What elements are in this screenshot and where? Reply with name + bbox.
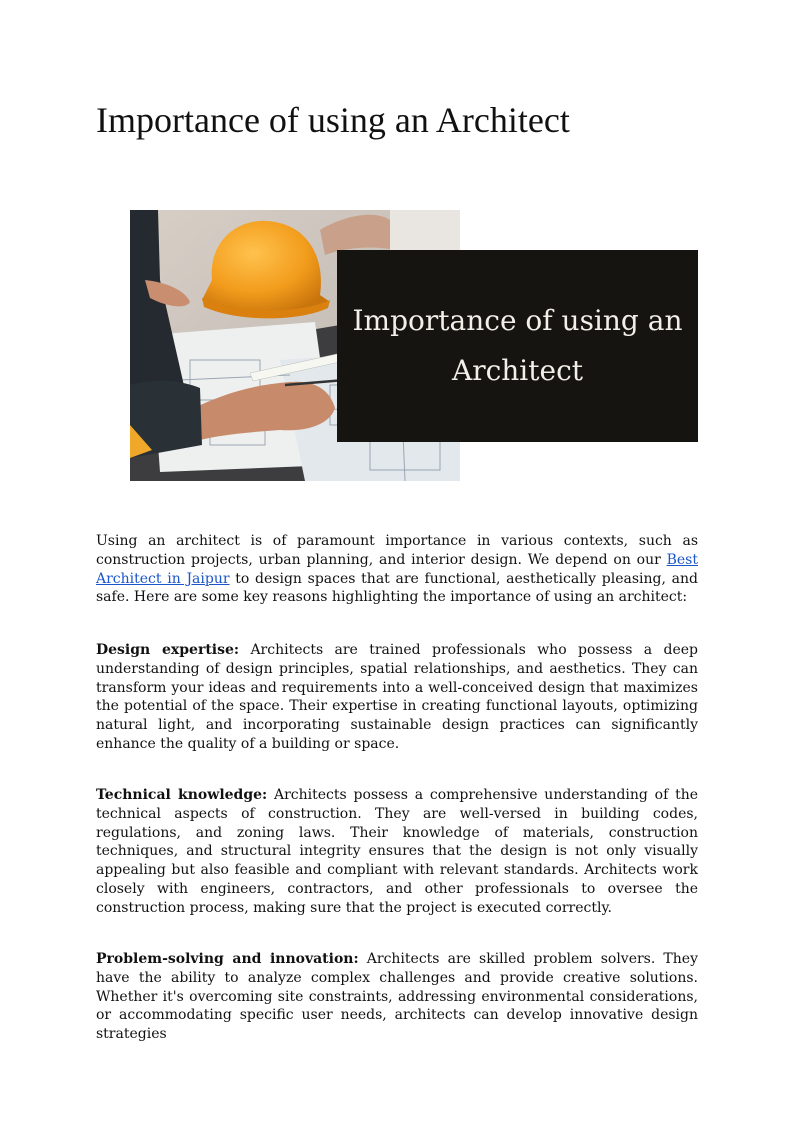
section-heading: Problem-solving and innovation: <box>96 951 359 967</box>
section-heading: Technical knowledge: <box>96 787 268 803</box>
banner-line-1: Importance of using an <box>352 304 683 337</box>
section-design-expertise <box>96 641 698 754</box>
banner-overlay <box>337 250 698 442</box>
section-text: Architects possess a comprehensive understanding of the technical aspects of construction. They are well-versed in building codes, regulations, and zoning laws. Their knowledge of materials, construction techniques, and structural integrity ensures that the design is not only visually appealing but also feasible and compliant with relevant standards. Architects work closely with engineers, contractors, and other professionals to oversee the construction process, making sure that the project is executed correctly. <box>96 787 698 916</box>
page-title: Importance of using an Architect <box>96 100 570 140</box>
hero-banner <box>130 210 698 482</box>
section-technical-knowledge <box>96 786 698 918</box>
banner-line-2: Architect <box>451 354 584 387</box>
intro-text: Using an architect is of paramount importance in various contexts, such as construction projects, urban planning, and interior design. We depend on our <box>96 533 698 568</box>
section-problem-solving <box>96 950 698 1044</box>
section-text: Architects are skilled problem solvers. They have the ability to analyze complex challenges and provide creative solutions. Whether it's overcoming site constraints, addressing environmental considerations, or accommodating specific user needs, architects can develop innovative design strategies <box>96 951 698 1043</box>
section-text: Architects are trained professionals who possess a deep understanding of design principles, spatial relationships, and aesthetics. They can transform your ideas and requirements into a well-conceived design that maximizes the potential of the space. Their expertise in creating functional layouts, optimizing natural light, and incorporating sustainable design practices can significantly enhance the quality of a building or space. <box>96 642 698 752</box>
section-heading: Design expertise: <box>96 642 240 658</box>
intro-text-cont: to design spaces that are functional, aesthetically pleasing, and safe. Here are some key reasons highlighting the importance of using an architect: <box>96 570 698 606</box>
best-architect-link[interactable]: Best Architect in Jaipur <box>96 551 698 587</box>
intro-paragraph <box>96 532 698 607</box>
